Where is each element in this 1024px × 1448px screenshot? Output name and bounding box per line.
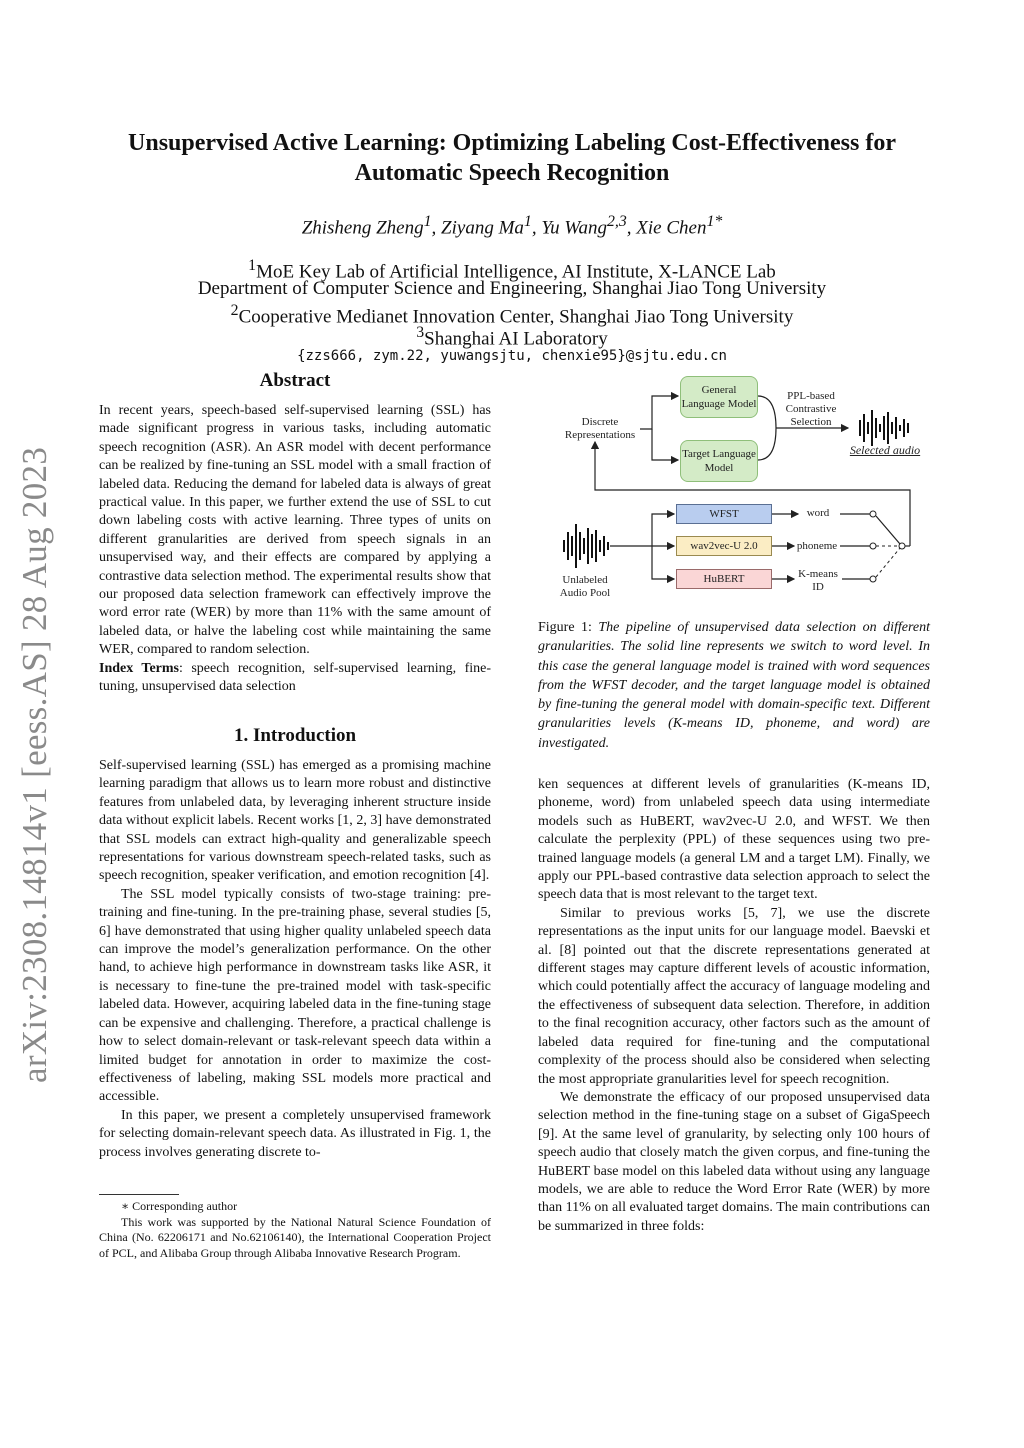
arxiv-identifier: arXiv:2308.14814v1 [eess.AS] 28 Aug 2023	[15, 446, 54, 1083]
author-name: Zhisheng Zheng	[301, 217, 424, 239]
author-affiliation-mark: 1	[523, 213, 532, 230]
selected-audio-label: Selected audio	[849, 443, 921, 457]
hubert-box: HuBERT	[676, 569, 772, 589]
index-terms: Index Terms: speech recognition, self-supervised learning, fine-tuning, unsupervised data selection	[99, 660, 491, 695]
author-emails: {zzs666, zym.22, yuwangsjtu, chenxie95}@sjtu.edu.cn	[297, 348, 727, 364]
intro-paragraph: Self-supervised learning (SSL) has emerged as a promising machine learning paradigm that allows us to learn more robust and distinctive features from unlabeled data, by leveraging inherent structure inside data without explicit labels. Recent works [1, 2, 3] have demonstrated that SSL models can extract high-quality and generalizable speech representations for various downstream speech-related tasks, such as speech recognition, speaker verification, and emotion recognition [4].	[99, 758, 491, 884]
author-affiliation-mark: 2,3	[606, 213, 627, 230]
paper-title	[80, 128, 944, 188]
abstract-body	[99, 402, 491, 697]
pipeline-figure	[540, 372, 940, 612]
wav2vec-u-box: wav2vec-U 2.0	[676, 536, 772, 556]
intro-paragraph: The SSL model typically consists of two-stage training: pre-training and fine-tuning. In the pre-training phase, several studies [5, 6] have demonstrated that using higher quality unlabeled speech data can improve the model’s generalization performance. On the other hand, to achieve high performance in downstream tasks like ASR, it is necessary to fine-tune the pre-trained model with task-specific labeled data. However, acquiring labeled data in the fine-tuning stage can be expensive and challenging. Therefore, a practical challenge is how to select domain-relevant or task-relevant speech data within a limited budget for annotation in order to maximize the cost-effectiveness of labeling, making SSL models more practical and accessible.	[99, 886, 491, 1105]
corresponding-author-note: ∗ Corresponding author	[121, 1199, 238, 1213]
figure-caption: Figure 1: The pipeline of unsupervised data selection on different granularities. The solid line represents we switch to word level. In this case the general language model is trained with word sequences from the WFST decoder, and the target language model is obtained by fine-tuning the general model with domain-specific text. Different granularities levels (K-means ID, phoneme, and word) are investigated.	[538, 620, 930, 751]
introduction-body	[99, 757, 491, 1162]
target-language-model-box: Target Language Model	[680, 440, 758, 482]
footnotes	[99, 1199, 491, 1261]
ppl-selection-label: PPL-based Contrastive Selection	[785, 390, 837, 428]
abstract-heading: Abstract	[259, 370, 331, 391]
author-affiliation-mark: 1*	[706, 213, 723, 230]
author-name: Xie Chen	[636, 217, 707, 239]
affiliation-1b: Department of Computer Science and Engineering, Shanghai Jiao Tong University	[197, 278, 827, 299]
wfst-box: WFST	[676, 504, 772, 524]
affiliation-1: $^1$MoE Key Lab of Artificial Intelligence, AI Institute, X-LANCE Lab	[248, 257, 776, 283]
author-list: Zhisheng Zheng$^1$, Ziyang Ma$^1$, Yu Wang$^{2,3}$, Xie Chen$^{1*}$	[301, 213, 723, 239]
discrete-representations-label: Discrete Representations	[564, 416, 636, 441]
affiliation-2: $^2$Cooperative Medianet Innovation Center, Shanghai Jiao Tong University	[230, 302, 794, 328]
affiliation-3: $^3$Shanghai AI Laboratory	[416, 324, 608, 350]
body-paragraph: ken sequences at different levels of granularities (K-means ID, phoneme, word) from unlabeled speech data using intermediate models such as HuBERT, wav2vec-U 2.0, and WFST. We then calculate the perplexity (PPL) of these sequences using two pre-trained language models (a general LM and a target LM). Finally, we apply our PPL-based contrastive data selection approach to select the speech data that is most relevant to the target text.	[538, 777, 930, 903]
right-column-body	[538, 776, 930, 1236]
abstract-text: In recent years, speech-based self-supervised learning (SSL) has made significant progress in various tasks, including automatic speech recognition (ASR). An ASR model with decent performance can be realized by fine-tuning an SSL model with a small fraction of labeled data. Reducing the demand for labeled data is always of great practical value. In this paper, we further extend the use of SSL to cut down labeling costs with active learning. Three types of units on different granularities are derived from speech signals in an unsupervised way, and their effects are compared by applying a contrastive data selection method. The experimental results show that our proposed data selection framework can effectively improve the word error rate (WER) by more than 11% with the same amount of labeled data, or halve the labeling cost while maintaining the same WER, compared to random selection.	[99, 403, 491, 658]
funding-note: This work was supported by the National Natural Science Foundation of China (No. 62206171 and No.62106140), the International Cooperation Project of PCL, and Alibaba Group through Alibaba Innovative Research Program.	[99, 1214, 491, 1260]
kmeans-id-label: K-means ID	[798, 568, 838, 593]
footnote-divider	[99, 1194, 179, 1195]
title-line-2: Automatic Speech Recognition	[354, 160, 670, 186]
phoneme-label: phoneme	[796, 540, 838, 552]
selected-audio-waveform	[860, 410, 908, 446]
body-paragraph: Similar to previous works [5, 7], we use the discrete representations as the input units for our language model. Baevski et al. [8] pointed out that the discrete representations generated at different stages may capture different levels of acoustic information, which could potentially affect the accuracy of language modeling and the effectiveness of subsequent data selection. Therefore, in addition to the final recognition accuracy, other factors such as the amount of labeled data required for fine-tuning and the computational complexity of the process should also be considered when selecting the most appropriate granularities level for speech recognition.	[538, 905, 930, 1087]
author-name: Yu Wang	[541, 217, 607, 239]
author-affiliation-mark: 1	[423, 213, 432, 230]
word-label: word	[806, 507, 830, 519]
unlabeled-audio-pool-label: Unlabeled Audio Pool	[559, 574, 611, 599]
title-line-1: Unsupervised Active Learning: Optimizing Labeling Cost-Effectiveness for	[128, 130, 896, 156]
intro-paragraph: In this paper, we present a completely unsupervised framework for selecting domain-relevant speech data. As illustrated in Fig. 1, the process involves generating discrete to-	[99, 1107, 491, 1160]
general-language-model-box: General Language Model	[680, 376, 758, 418]
body-paragraph: We demonstrate the efficacy of our proposed unsupervised data selection method in the fine-tuning stage on a subset of GigaSpeech [9]. At the same level of granularity, by selecting only 100 hours of speech audio that closely match the given corpus, and fine-tuning the HuBERT base model on this labeled data without using any language models, we are able to reduce the Word Error Rate (WER) by more than 11% on all evaluated target domains. The main contributions can be summarized in three folds:	[538, 1089, 930, 1234]
author-name: Ziyang Ma	[441, 217, 524, 239]
unlabeled-audio-waveform	[564, 524, 608, 568]
introduction-heading: 1. Introduction	[233, 725, 357, 746]
